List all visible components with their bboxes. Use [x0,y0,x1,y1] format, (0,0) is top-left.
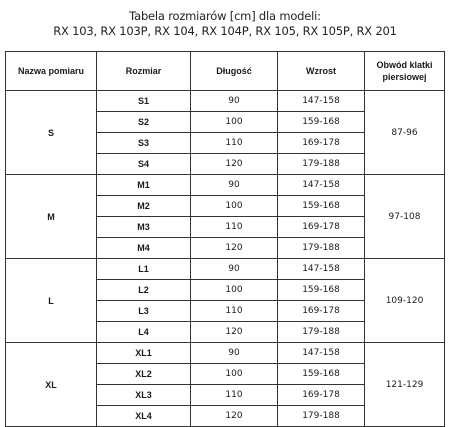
size-cell: XL2 [97,364,191,385]
length-cell: 120 [191,238,278,259]
size-cell: L2 [97,280,191,301]
size-cell: M4 [97,238,191,259]
header-size: Rozmiar [97,52,191,91]
height-cell: 169-178 [278,217,365,238]
chest-cell: 87-96 [365,91,445,175]
length-cell: 110 [191,301,278,322]
height-cell: 159-168 [278,280,365,301]
size-cell: M3 [97,217,191,238]
size-cell: M2 [97,196,191,217]
height-cell: 169-178 [278,133,365,154]
table-title-line-2: RX 103, RX 103P, RX 104, RX 104P, RX 105, RX 105P, RX 201 [53,24,397,38]
chest-cell: 109-120 [365,259,445,343]
height-cell: 179-188 [278,154,365,175]
length-cell: 120 [191,154,278,175]
table-row [6,259,445,280]
height-cell: 147-158 [278,175,365,196]
length-cell: 90 [191,259,278,280]
size-cell: XL1 [97,343,191,364]
height-cell: 169-178 [278,385,365,406]
size-cell: M1 [97,175,191,196]
chest-cell: 121-129 [365,343,445,427]
header-chest-circumference: Obwód klatki piersiowej [365,52,445,91]
length-cell: 100 [191,112,278,133]
length-cell: 110 [191,385,278,406]
length-cell: 110 [191,217,278,238]
size-table [5,51,445,427]
size-cell: L4 [97,322,191,343]
size-cell: XL4 [97,406,191,427]
height-cell: 179-188 [278,238,365,259]
header-row [6,52,445,91]
size-cell: S1 [97,91,191,112]
height-cell: 159-168 [278,112,365,133]
height-cell: 147-158 [278,91,365,112]
size-cell: XL3 [97,385,191,406]
size-cell: L3 [97,301,191,322]
height-cell: 179-188 [278,322,365,343]
table-title-line-1: Tabela rozmiarów [cm] dla modeli: [129,9,321,23]
group-name: XL [6,343,97,427]
chest-cell: 97-108 [365,175,445,259]
header-measurement-name: Nazwa pomiaru [6,52,97,91]
length-cell: 90 [191,175,278,196]
table-row [6,175,445,196]
length-cell: 100 [191,364,278,385]
group-name: S [6,91,97,175]
size-cell: L1 [97,259,191,280]
height-cell: 147-158 [278,259,365,280]
height-cell: 169-178 [278,301,365,322]
table-row [6,91,445,112]
length-cell: 100 [191,196,278,217]
height-cell: 147-158 [278,343,365,364]
size-cell: S4 [97,154,191,175]
length-cell: 110 [191,133,278,154]
group-name: L [6,259,97,343]
height-cell: 159-168 [278,196,365,217]
group-name: M [6,175,97,259]
header-height: Wzrost [278,52,365,91]
length-cell: 120 [191,406,278,427]
length-cell: 120 [191,322,278,343]
length-cell: 100 [191,280,278,301]
header-length: Długość [191,52,278,91]
size-cell: S3 [97,133,191,154]
size-cell: S2 [97,112,191,133]
table-row [6,343,445,364]
length-cell: 90 [191,91,278,112]
length-cell: 90 [191,343,278,364]
height-cell: 159-168 [278,364,365,385]
height-cell: 179-188 [278,406,365,427]
